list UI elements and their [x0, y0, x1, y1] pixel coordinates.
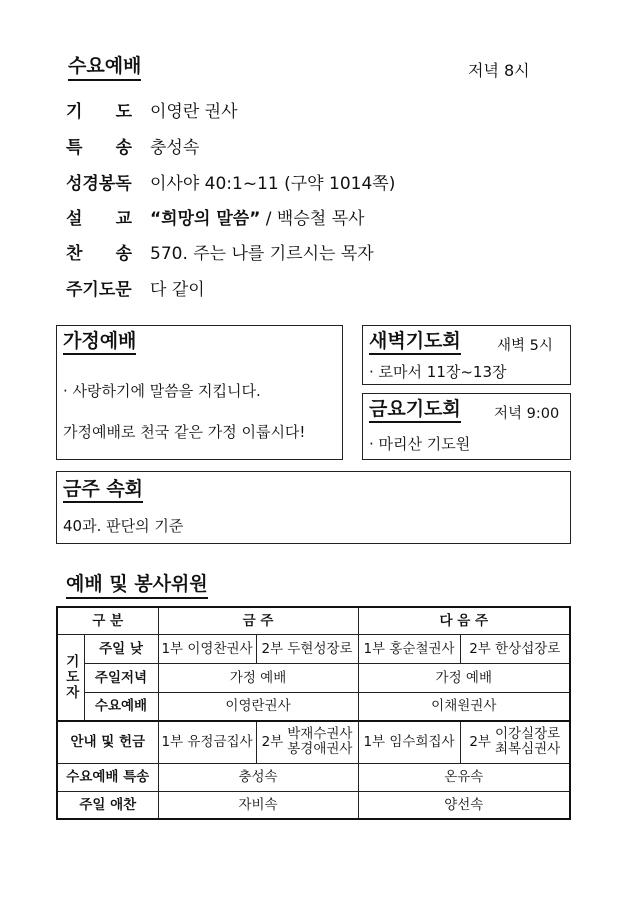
weekly-title: 금주 속회	[63, 477, 143, 503]
cell: 1부 홍순철권사	[358, 634, 460, 663]
table-row	[57, 721, 570, 763]
dawn-time: 새벽 5시	[497, 338, 553, 354]
friday-text: · 마리산 기도원	[369, 435, 471, 453]
row-scripture	[66, 172, 395, 196]
cell: 이영란권사	[158, 692, 358, 721]
dawn-prayer-box	[362, 325, 571, 385]
row-value: / 백승철 목사	[260, 209, 365, 229]
row-label: 주일 애찬	[57, 791, 158, 819]
header-category: 구 분	[57, 607, 158, 634]
table-row	[57, 791, 570, 819]
row-label: 주기도문	[66, 280, 132, 300]
family-line1: · 사랑하기에 말씀을 지킵니다.	[63, 382, 261, 400]
sermon-title: “희망의 말씀”	[150, 209, 261, 229]
row-lords-prayer	[66, 278, 205, 302]
row-special-song	[66, 136, 199, 160]
table-header-row	[57, 607, 570, 634]
cell: 2부 이강실장로 최복심권사	[460, 721, 570, 763]
cell: 1부 이영찬권사	[158, 634, 256, 663]
cell: 2부 박재수권사 봉경애권사	[256, 721, 358, 763]
family-worship-box	[56, 325, 343, 460]
wednesday-time: 저녁 8시	[468, 61, 530, 80]
row-label: 수요예배	[84, 692, 158, 721]
table-row	[57, 634, 570, 663]
cell: 1부 유정금집사	[158, 721, 256, 763]
row-sermon	[66, 207, 364, 231]
committee-table	[56, 606, 571, 820]
row-prayer	[66, 100, 238, 124]
row-label: 수요예배 특송	[57, 763, 158, 791]
family-title: 가정예배	[63, 329, 136, 355]
cell: 자비속	[158, 791, 358, 819]
row-value: 다 같이	[150, 280, 205, 300]
row-value: 충성속	[150, 138, 200, 158]
row-hymn	[66, 242, 374, 266]
table-row	[57, 763, 570, 791]
table-row	[57, 692, 570, 721]
friday-time: 저녁 9:00	[494, 406, 560, 422]
row-label: 설 교	[66, 209, 132, 229]
prayer-label: 기도자	[57, 634, 84, 721]
cell: 2부 한상섭장로	[460, 634, 570, 663]
weekly-text: 40과. 판단의 기준	[63, 517, 184, 535]
cell: 2부 두현성장로	[256, 634, 358, 663]
row-label: 성경봉독	[66, 174, 132, 194]
header-this-week: 금 주	[158, 607, 358, 634]
cell: 1부 임수희집사	[358, 721, 460, 763]
cell: 가정 예배	[358, 663, 570, 692]
row-label: 주일 낮	[84, 634, 158, 663]
row-value: 이영란 권사	[150, 102, 238, 122]
friday-prayer-box	[362, 393, 571, 460]
row-value: 이사야 40:1~11 (구약 1014쪽)	[150, 174, 396, 194]
cell: 이채원권사	[358, 692, 570, 721]
table-row	[57, 663, 570, 692]
cell: 양선속	[358, 791, 570, 819]
row-label: 특 송	[66, 138, 132, 158]
row-value: 570. 주는 나를 기르시는 목자	[150, 244, 374, 264]
row-label: 안내 및 헌금	[57, 721, 158, 763]
dawn-title: 새벽기도회	[369, 329, 461, 355]
row-label: 주일저녁	[84, 663, 158, 692]
dawn-text: · 로마서 11장~13장	[369, 363, 507, 381]
row-label: 기 도	[66, 102, 132, 122]
wednesday-title: 수요예배	[68, 54, 141, 81]
friday-title: 금요기도회	[369, 397, 461, 423]
row-label: 찬 송	[66, 244, 132, 264]
family-line2: 가정예배로 천국 같은 가정 이룹시다!	[63, 423, 306, 441]
cell: 온유속	[358, 763, 570, 791]
cell: 충성속	[158, 763, 358, 791]
committee-title: 예배 및 봉사위원	[66, 572, 208, 599]
cell: 가정 예배	[158, 663, 358, 692]
header-next-week: 다 음 주	[358, 607, 570, 634]
weekly-meeting-box	[56, 471, 571, 544]
